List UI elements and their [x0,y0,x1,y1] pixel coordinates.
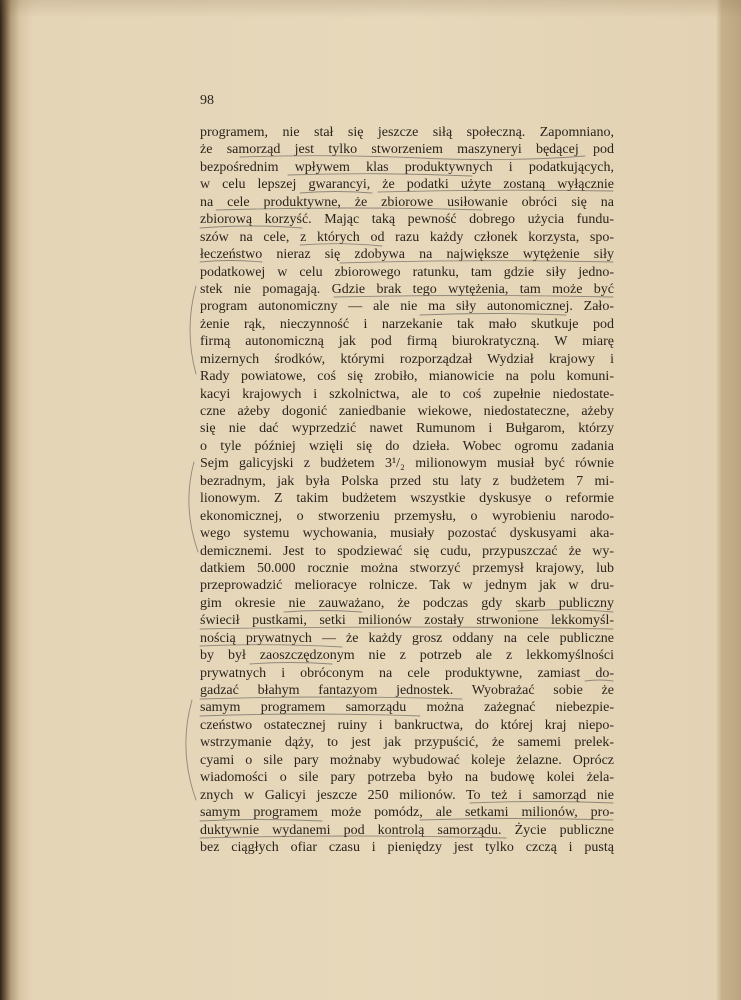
text-line: że samorząd jest tylko stworzeniem maszyneryi będącej pod [200,142,614,158]
text-line: bez ciągłych ofiar czasu i pieniędzy jest tylko czczą i pustą [200,839,614,855]
text-line: przeprowadzić melioracye rolnicze. Tak w jednym jak w dru- [200,578,614,594]
text-line: w celu lepszej gwarancyi, że podatki użyte zostaną wyłącznie [200,177,614,193]
text-line: firmą autonomiczną jak pod firmą biurokratyczną. W miarę [200,334,614,350]
text-line: Sejm galicyjski z budżetem 3¹/₂ milionowym musiał być równie [200,456,614,472]
text-line: wstrzymanie dąży, to jest jak przypuścić, że samemi prelek- [200,735,614,751]
text-line: duktywnie wydanemi pod kontrolą samorządu. Życie publiczne [200,822,614,838]
pencil-bracket [190,286,196,374]
text-line: prywatnych i obróconym na cele produktywne, zamiast do- [200,665,614,681]
text-line: by był zaoszczędzonym nie z potrzeb ale z lekkomyślności [200,648,614,664]
text-line: programem, nie stał się jeszcze siłą społeczną. Zapomniano, [200,125,614,140]
text-line: samym programem samorządu można zażegnać niebezpie- [200,700,614,716]
pencil-bracket [189,462,198,552]
text-line: świecił pustkami, setki milionów zostały strwonione lekkomyśl- [200,613,614,629]
text-line: znych w Galicyi jeszcze 250 milionów. To też i samorząd nie [200,787,614,803]
text-line: samym programem może pomódz, ale setkami milionów, pro- [200,805,614,821]
text-line: bezradnym, jak była Polska przed stu laty z budżetem 7 mi- [200,473,614,489]
text-line: się nie dać wyprzedzić nawet Rumunom i Bułgarom, którzy [200,421,614,437]
text-line: wego systemu wychowania, musiały pozostać dyskusyami aka- [200,526,614,542]
text-line: stek nie pomagają. Gdzie brak tego wytężenia, tam może być [200,281,614,297]
text-line: bezpośrednim wpływem klas produktywnych i podatkujących, [200,159,614,175]
body-text [200,124,614,856]
text-line: żenie rąk, nieczynność i narzekanie tak mało skutkuje pod [200,316,614,332]
text-line: czne ażeby dogonić zaniedbanie wiekowe, niedostateczne, ażeby [200,404,614,419]
text-line: program autonomiczny — ale nie ma siły autonomicznej. Zało- [200,299,614,315]
text-line: czeństwo ostatecznej ruiny i bankructwa, do której kraj niepo- [200,717,614,733]
page-number: 98 [200,93,214,108]
pencil-bracket [186,700,196,800]
text-line: mizernych środków, którymi rozporządzał Wydział krajowy i [200,351,614,367]
text-line: zbiorową korzyść. Mając taką pewność dobrego użycia fundu- [200,212,614,228]
text-line: datkiem 50.000 rocznie można stworzyć przemysł krajowy, lub [200,560,614,576]
text-line: lionowym. Z takim budżetem wszystkie dyskusye o reformie [200,491,614,507]
text-line: Rady powiatowe, coś się zrobiło, mianowicie na polu komuni- [200,369,614,385]
text-line: kacyi krajowych i szkolnictwa, ale to coś zupełnie niedostate- [200,386,614,402]
text-line: szów na cele, z których od razu każdy członek korzysta, spo- [200,229,614,245]
text-line: na cele produktywne, że zbiorowe usiłowanie obróci się na [200,194,614,210]
text-line: nością prywatnych — że każdy grosz oddany na cele publiczne [200,630,614,646]
text-line: łeczeństwo nieraz się zdobywa na największe wytężenie siły [200,247,614,263]
text-line: wiadomości o sile pary potrzeba było na budowę kolei żela- [200,770,614,786]
text-line: gadzać błahym fantazyom jednostek. Wyobrażać sobie że [200,683,614,698]
text-line: o tyle później wzięli się do dzieła. Wobec ogromu zadania [200,438,614,454]
text-line: demicznemi. Jest to spodziewać się cudu, przypuszczać że wy- [200,543,614,559]
text-line: podatkowej w celu zbiorowego ratunku, tam gdzie siły jedno- [200,264,614,280]
text-line: ekonomicznej, o stworzeniu przemysłu, o wyrobieniu narodo- [200,508,614,524]
text-line: gim okresie nie zauważano, że podczas gdy skarb publiczny [200,595,614,611]
text-line: cyami o sile pary możnaby wybudować koleje żelazne. Oprócz [200,752,614,768]
